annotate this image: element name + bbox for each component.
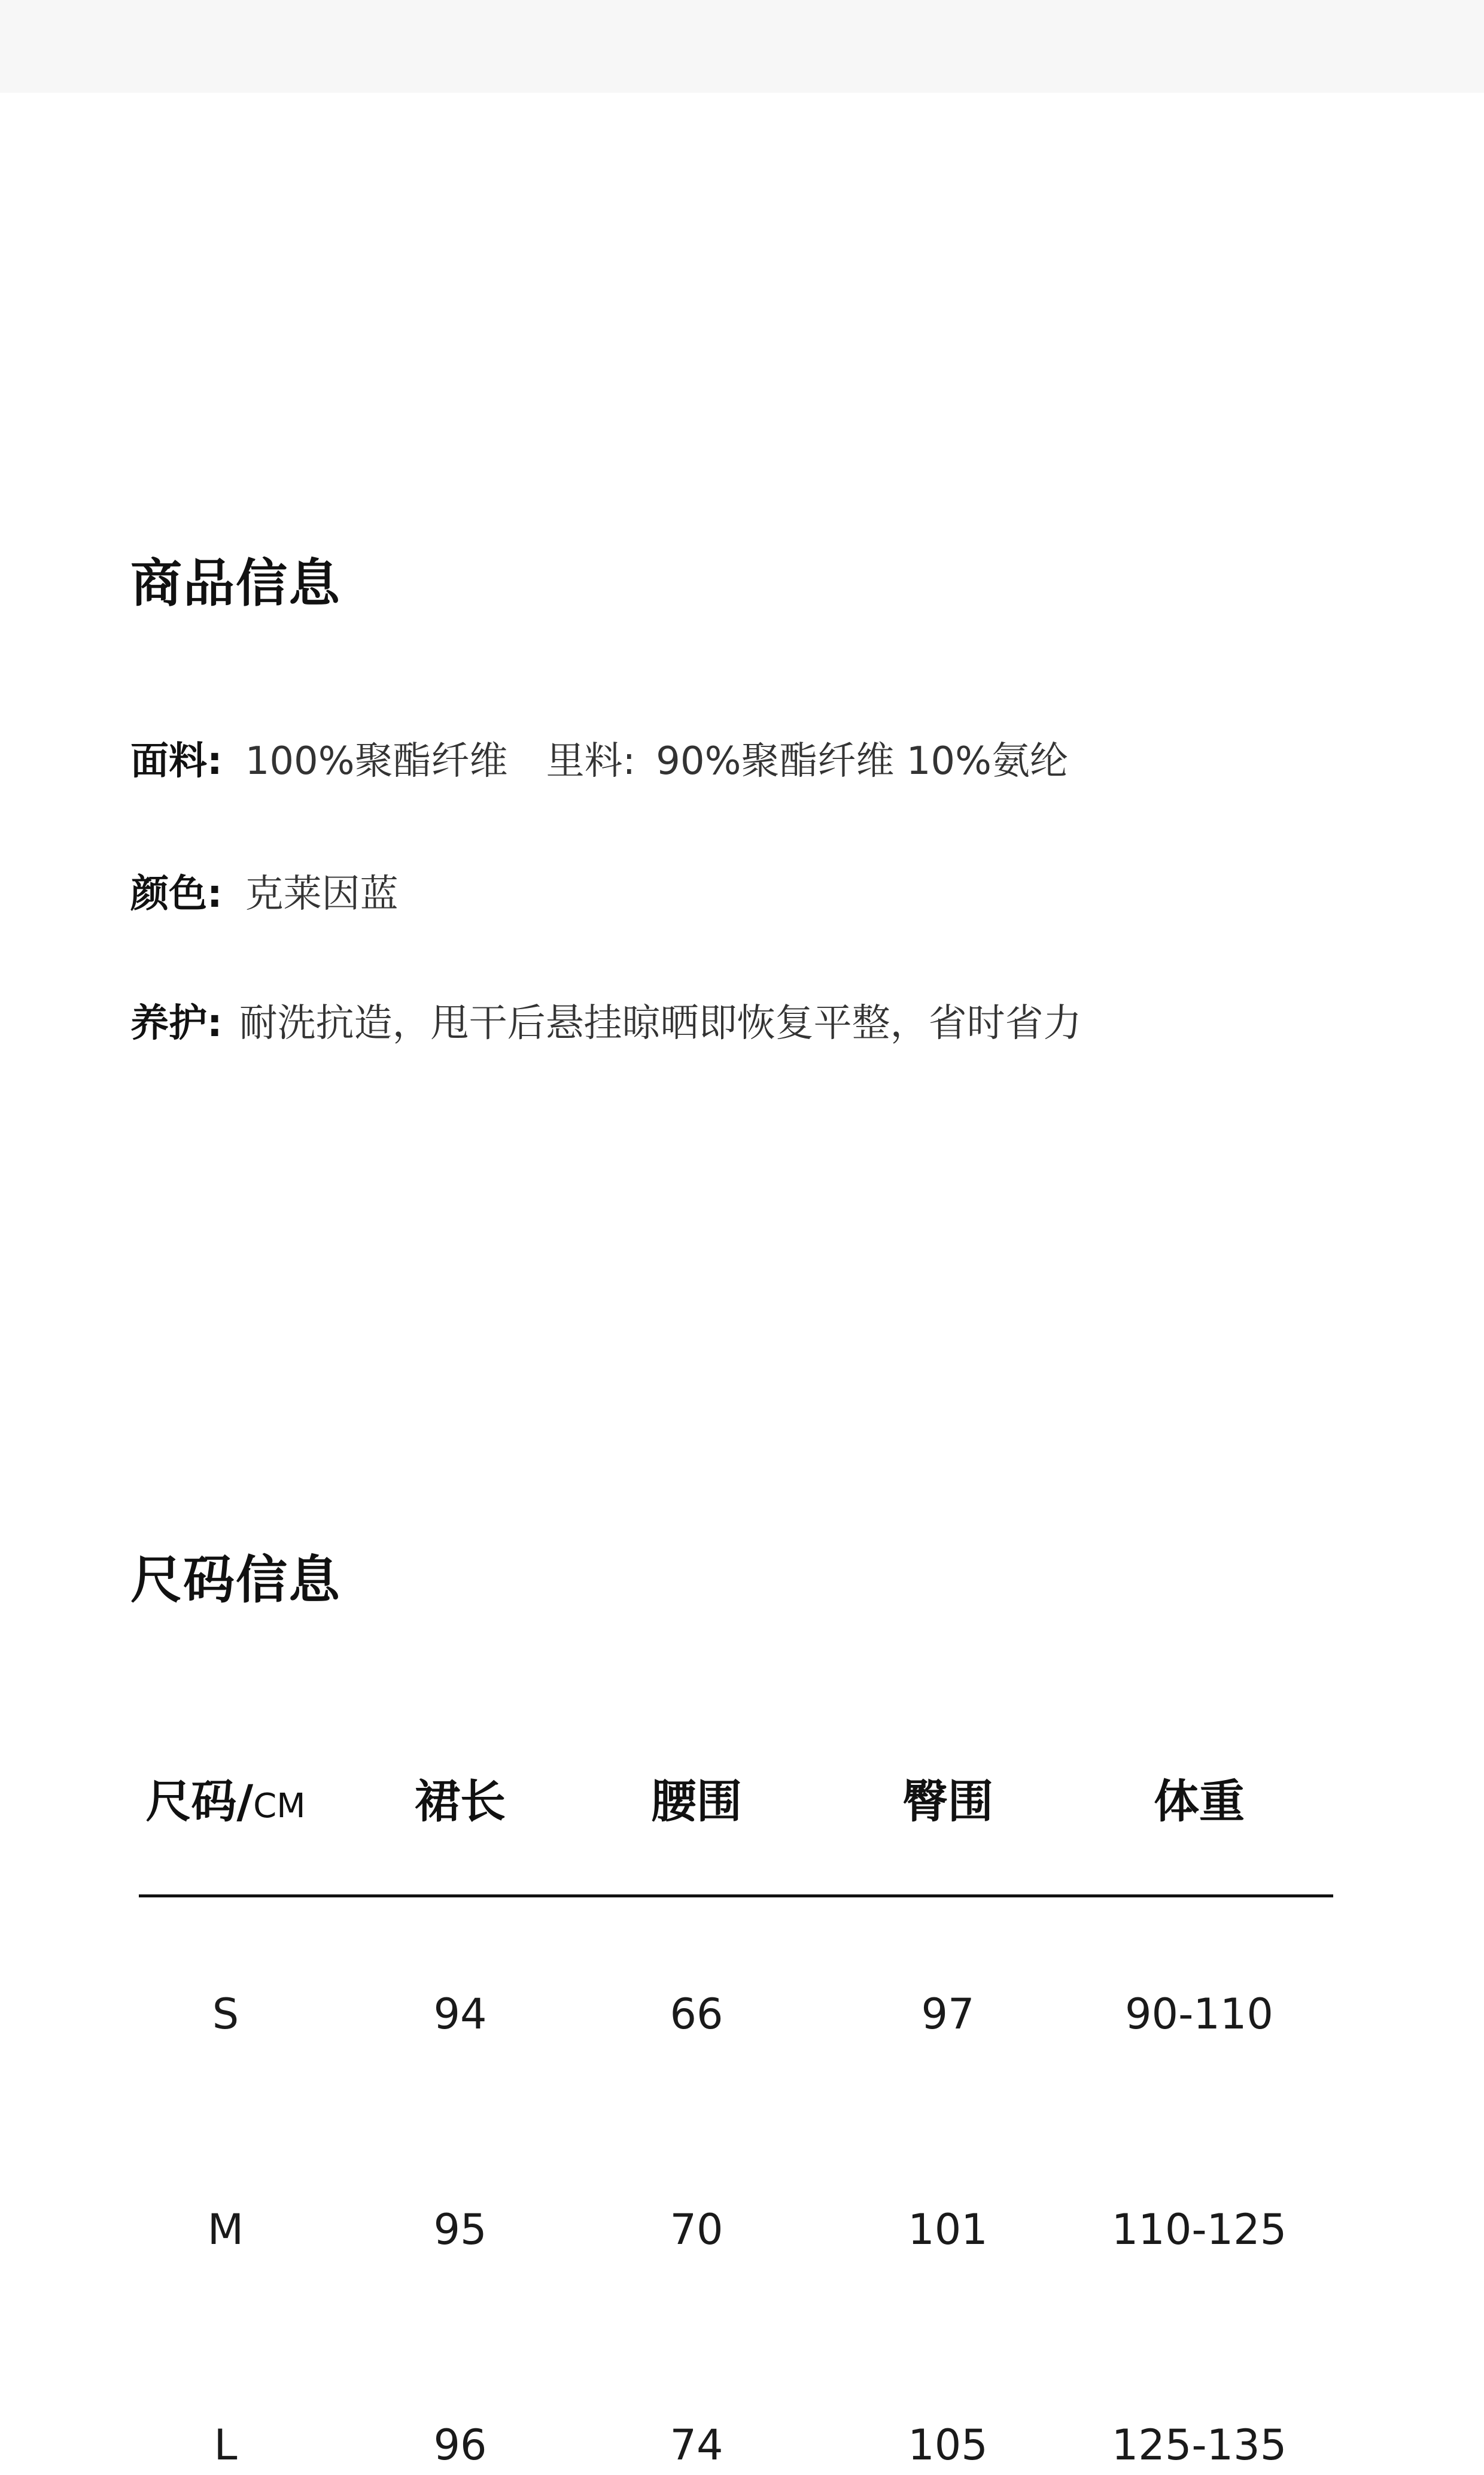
top-band	[0, 0, 1484, 93]
waist-cell: 70	[670, 2205, 723, 2254]
length-cell: 94	[433, 1990, 487, 2039]
header-waist: 腰围	[651, 1775, 742, 1828]
waist-cell: 74	[670, 2421, 723, 2470]
color-row	[130, 872, 399, 916]
length-cell: 95	[433, 2205, 487, 2254]
care-value: 耐洗抗造，甩干后悬挂晾晒即恢复平整，省时省力	[239, 1001, 1082, 1046]
weight-cell: 110-125	[1111, 2205, 1287, 2254]
size-info-title: 尺码信息	[130, 1550, 341, 1610]
weight-cell: 90-110	[1125, 1990, 1273, 2039]
size-table	[139, 1772, 1333, 2470]
care-label: 养护:	[130, 1001, 223, 1046]
length-cell: 96	[433, 2421, 487, 2470]
hip-cell: 101	[908, 2205, 988, 2254]
hip-cell: 105	[908, 2421, 988, 2470]
header-size-label: 尺码/	[145, 1775, 254, 1828]
waist-cell: 66	[670, 1990, 723, 2039]
care-row	[130, 1001, 1082, 1046]
header-hip: 臀围	[902, 1775, 993, 1828]
lining-label: 里料:	[546, 739, 636, 784]
table-row	[139, 2200, 1333, 2260]
hip-cell: 97	[921, 1990, 975, 2039]
header-size	[118, 1772, 333, 1836]
weight-cell: 125-135	[1111, 2421, 1287, 2470]
product-info-title: 商品信息	[130, 554, 341, 614]
fabric-row	[130, 739, 1068, 784]
table-row	[139, 1984, 1333, 2044]
color-value: 克莱因蓝	[245, 872, 399, 916]
size-cell: S	[212, 1990, 239, 2039]
fabric-label: 面料:	[130, 739, 223, 784]
size-cell: L	[214, 2421, 238, 2470]
table-divider	[139, 1894, 1333, 1897]
size-table-header	[139, 1772, 1333, 1832]
header-length: 裙长	[415, 1775, 506, 1828]
fabric-value: 100%聚酯纤维	[245, 739, 508, 784]
color-label: 颜色:	[130, 872, 223, 916]
header-weight: 体重	[1154, 1775, 1245, 1828]
lining-value: 90%聚酯纤维 10%氨纶	[656, 739, 1068, 784]
header-size-unit: CM	[253, 1787, 306, 1826]
table-row	[139, 2415, 1333, 2475]
size-cell: M	[207, 2205, 244, 2254]
